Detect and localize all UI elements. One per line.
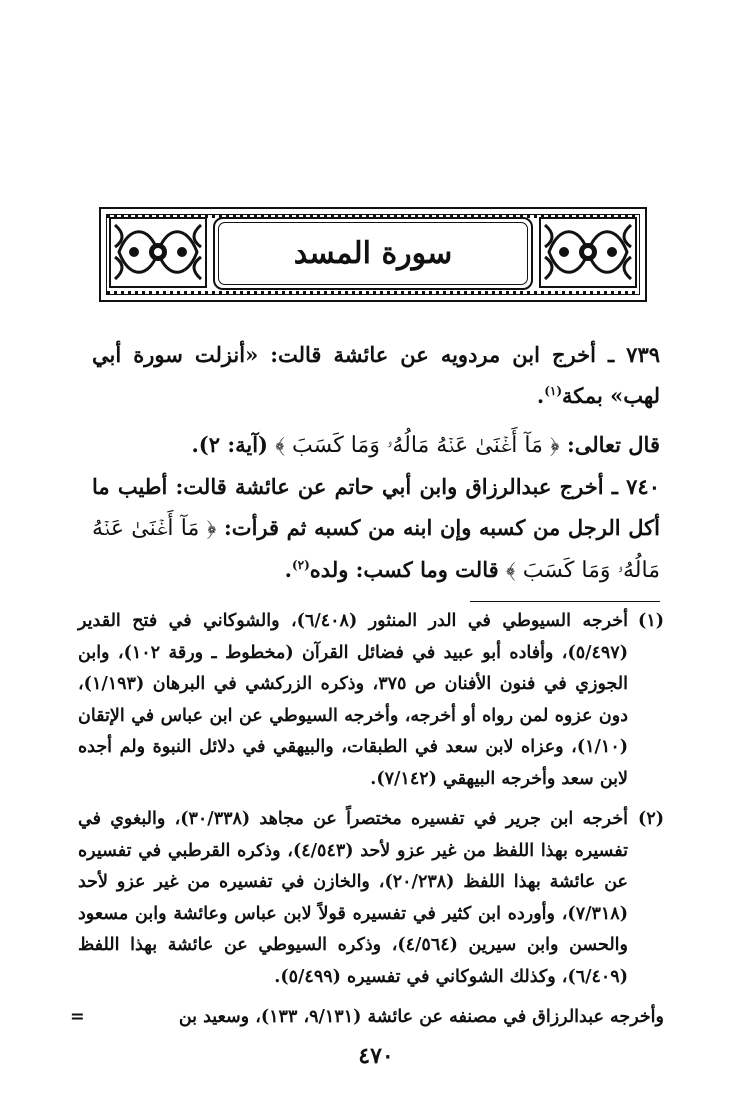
ayah-text: ﴿ مَآ أَغۡنَىٰ عَنۡهُ مَالُهُۥ وَمَا كَسَبَ ﴾ [92, 516, 660, 583]
continuation-marker: = [70, 1007, 85, 1027]
arabesque-ornament-icon [539, 217, 637, 288]
footnote-1 [78, 606, 664, 795]
footnotes [70, 606, 664, 1034]
punctuation: . [536, 383, 545, 408]
footnote-separator [470, 601, 660, 602]
title-cartouche [213, 217, 533, 290]
ayah-citation [92, 424, 660, 466]
hadith-text: قالت وما كسب: ولده [309, 557, 499, 582]
footnote-ref: (٢) [291, 558, 310, 572]
page-number: ٤٧٠ [358, 1043, 394, 1069]
main-text [92, 334, 660, 591]
surah-title: سورة المسد [293, 236, 453, 271]
hadith-number: ٧٤٠ ـ [611, 474, 660, 499]
footnote-2 [78, 804, 664, 993]
footnote-text: أخرجه السيوطي في الدر المنثور (٦/٤٠٨)، والشوكاني في فتح القدير (٥/٤٩٧)، وأفاده أبو عبيد في فضائل القرآن (مخطوط ـ ورقة ١٠٢)، وابن الجوزي في فنون الأفنان ص ٣٧٥، وذكره الزركشي في البرهان (١/١٩٣)، دون عزوه لمن رواه أو أخرجه، وأخرجه السيوطي عن ابن عباس في الإتقان (١/١٠)، وعزاه لابن سعد في الطبقات، والبيهقي في دلائل النبوة ولم أجده لابن سعد وأخرجه البيهقي (٧/١٤٢). [78, 611, 628, 789]
footnote-number: (١) [638, 611, 664, 631]
arabesque-ornament-icon [109, 217, 207, 288]
footnote-text: وأخرجه عبدالرزاق في مصنفه عن عائشة (٩/١٣١، ١٣٣)، وسعيد بن [178, 1007, 664, 1027]
ayah-text: ﴿ مَآ أَغۡنَىٰ عَنۡهُ مَالُهُۥ وَمَا كَسَبَ ﴾ [275, 433, 560, 458]
footnote-text: أخرجه ابن جرير في تفسيره مختصراً عن مجاهد (٣٠/٣٣٨)، والبغوي في تفسيره بهذا اللفظ من غير عزو لأحد (٤/٥٤٣)، وذكره القرطبي في تفسيره عن عائشة بهذا اللفظ (٢٠/٢٣٨)، والخازن في تفسيره من غير عزو لأحد (٧/٣١٨)، وأورده ابن كثير في تفسيره قولاً لابن عباس وعائشة وابن مسعود والحسن وابن سيرين (٤/٥٦٤)، وذكره السيوطي عن عائشة بهذا اللفظ (٦/٤٠٩)، وكذلك الشوكاني في تفسيره (٥/٤٩٩). [78, 809, 629, 987]
ayah-intro: قال تعالى: [566, 432, 660, 457]
footnote-number: (٢) [638, 809, 664, 829]
surah-banner [99, 207, 647, 302]
hadith-number: ٧٣٩ ـ [607, 342, 661, 367]
hadith-text: أخرج ابن مردويه عن عائشة قالت: «أنزلت سورة أبي لهب» بمكة [92, 342, 660, 408]
footnote-ref: (١) [544, 384, 563, 398]
footnote-continuation [70, 1002, 664, 1034]
punctuation: . [284, 557, 292, 582]
hadith-739 [92, 334, 660, 416]
hadith-text: أخرج عبدالرزاق وابن أبي حاتم عن عائشة قالت: أطيب ما أكل الرجل من كسبه وإن ابنه من كسبه ثم قرأت: [92, 474, 661, 540]
hadith-740 [92, 466, 660, 591]
ayah-ref: (آية: ٢). [191, 432, 268, 457]
